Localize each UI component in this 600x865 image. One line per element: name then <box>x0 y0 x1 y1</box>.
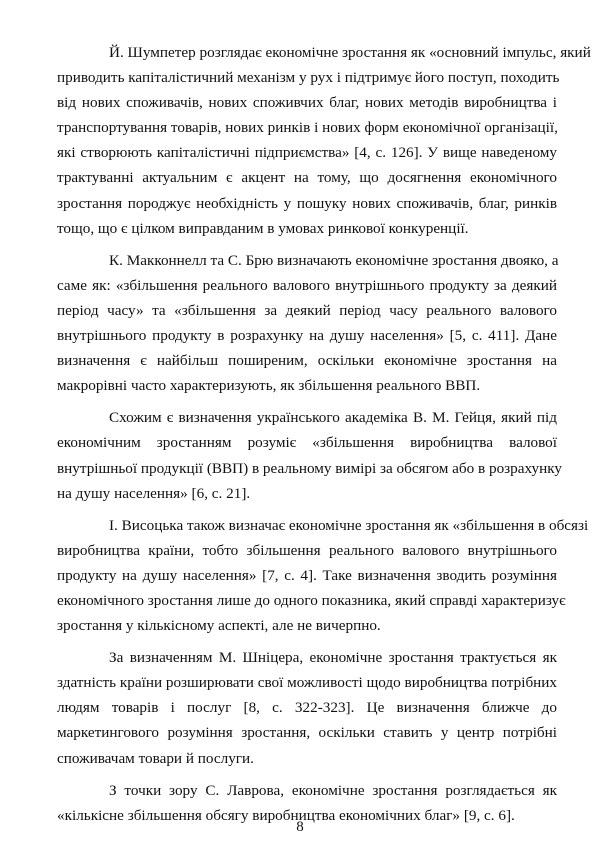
text-line: тощо, що є цілком виправданим в умовах ринкової конкуренції. <box>57 219 469 237</box>
document-body <box>57 40 591 828</box>
text-line: За визначенням М. Шніцера, економічне зростання трактується як <box>109 649 557 667</box>
text-line: транспортування товарів, нових ринків і нових форм економічної організації, <box>57 119 558 137</box>
text-line: Схожим є визначення українського академіка В. М. Гейця, який під <box>109 409 557 427</box>
text-line: продукту на душу населення» [7, с. 4]. Таке визначення зводить розуміння <box>57 566 557 584</box>
text-line: економічного зростання лише до одного показника, який справді характеризує <box>57 591 566 609</box>
text-line: визначення є найбільш поширеним, оскільки економічне зростання на <box>57 352 557 370</box>
text-line: приводить капіталістичний механізм у рух і підтримує його поступ, походить <box>57 69 560 87</box>
text-line: зростання породжує необхідність у пошуку нових споживачів, благ, ринків <box>57 194 557 212</box>
text-line: які створюють капіталістичні підприємства» [4, с. 126]. У вище наведеному <box>57 144 557 162</box>
text-line: внутрішньої продукції (ВВП) в реальному вимірі за обсягом або в розрахунку <box>57 459 562 477</box>
paragraph <box>57 248 557 399</box>
paragraph <box>57 513 589 638</box>
text-line: Й. Шумпетер розглядає економічне зростання як «основний імпульс, який <box>109 44 591 61</box>
text-line: трактуванні актуальним є акцент на тому, що досягнення економічного <box>57 169 557 187</box>
text-line: маркетингового розуміння зростання, оскільки ставить у центр потрібні <box>57 724 557 742</box>
text-line: людям товарів і послуг [8, с. 322-323]. Це визначення ближче до <box>57 699 557 717</box>
text-line: зростання у кількісному аспекті, але не вичерпно. <box>57 617 381 635</box>
text-line: виробництва країни, тобто збільшення реального валового внутрішнього <box>57 541 557 559</box>
text-line: І. Висоцька також визначає економічне зростання як «збільшення в обсязі <box>109 516 589 534</box>
text-line: на душу населення» [6, с. 21]. <box>57 484 251 502</box>
text-line: К. Макконнелл та С. Брю визначають економічне зростання двояко, а <box>109 251 559 269</box>
text-line: «кількісне збільшення обсягу виробництва економічних благ» [9, с. 6]. <box>57 806 515 824</box>
paragraph <box>57 645 557 770</box>
text-line: макрорівні часто характеризують, як збільшення реального ВВП. <box>57 377 481 395</box>
text-line: саме як: «збільшення реального валового внутрішнього продукту за деякий <box>57 276 557 294</box>
text-line: від нових споживачів, нових споживчих благ, нових методів виробництва і <box>57 94 557 112</box>
text-line: З точки зору С. Лаврова, економічне зростання розглядається як <box>109 781 557 799</box>
text-line: здатність країни розширювати свої можливості щодо виробництва потрібних <box>57 674 558 692</box>
text-line: період часу» та «збільшення за деякий період часу реального валового <box>57 301 557 319</box>
paragraph <box>57 405 562 505</box>
text-line: споживачам товари й послуги. <box>57 749 254 767</box>
paragraph <box>57 40 591 241</box>
text-line: внутрішнього продукту в розрахунку на душу населення» [5, с. 411]. Дане <box>57 327 557 345</box>
page-number: 8 <box>296 819 304 835</box>
text-line: економічним зростанням розуміє «збільшення виробництва валової <box>57 434 557 452</box>
